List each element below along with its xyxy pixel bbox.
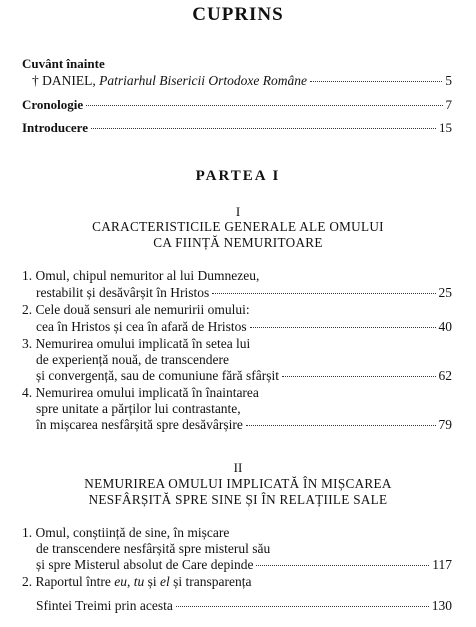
toc-item-line: 1. Omul, chipul nemuritor al lui Dumnezeu, (22, 268, 260, 283)
page-number: 62 (438, 368, 452, 383)
toc-item: Sfintei Treimi prin acesta 130 (36, 598, 452, 613)
dot-leader (212, 293, 435, 294)
page-number: 130 (431, 598, 452, 613)
toc-item: și spre Misterul absolut de Care depinde 117 (36, 557, 452, 572)
toc-item: și convergență, sau de comuniune fără sfârșit 62 (36, 368, 452, 383)
toc-item: în mișcarea nesfârșită spre desăvârșire 79 (36, 417, 452, 432)
toc-item-line: 1. Omul, conștiință de sine, în mișcare (22, 525, 230, 540)
foreword-author-label: † DANIEL, Patriarhul Bisericii Ortodoxe Române (32, 73, 307, 88)
toc-item-line: 4. Nemurirea omului implicată în înaintarea (22, 385, 259, 400)
dot-leader (282, 376, 435, 377)
page-number: 15 (439, 120, 452, 135)
toc-item-line: 3. Nemurirea omului implicată în setea lui (22, 336, 251, 351)
page-title: CUPRINS (192, 4, 284, 25)
dot-leader (246, 425, 436, 426)
chapter-number: I (235, 204, 241, 219)
dot-leader (310, 81, 442, 82)
foreword-heading: Cuvânt înainte (22, 56, 105, 71)
chronology-entry: Cronologie 7 (22, 97, 452, 112)
page-number: 7 (445, 97, 452, 112)
chapter-title-line: NEMURIREA OMULUI IMPLICATĂ ÎN MIȘCAREA (84, 476, 392, 491)
toc-item-line: 2. Cele două sensuri ale nemuririi omului: (22, 302, 250, 317)
toc-item-line: de transcendere nesfârșită spre misterul său (36, 541, 271, 556)
page-number: 79 (438, 417, 452, 432)
chapter-number: II (233, 460, 243, 475)
foreword-entry (32, 73, 452, 89)
dot-leader (86, 105, 442, 106)
page-number: 25 (438, 285, 452, 300)
toc-item-line: 2. Raportul între eu, tu și el și transparența (22, 574, 252, 589)
dot-leader (250, 327, 436, 328)
chapter-title-line: CA FIINȚĂ NEMURITOARE (153, 235, 323, 250)
dot-leader (91, 128, 436, 129)
dot-leader (176, 606, 429, 607)
toc-item: restabilit și desăvârșit în Hristos 25 (36, 285, 452, 300)
page-number: 117 (432, 557, 452, 572)
chapter-title-line: CARACTERISTICILE GENERALE ALE OMULUI (92, 219, 384, 234)
page-number: 5 (445, 73, 452, 88)
page-number: 40 (438, 319, 452, 334)
chapter-title-line: NESFÂRȘITĂ SPRE SINE ȘI ÎN RELAȚIILE SALE (88, 492, 388, 507)
introduction-entry: Introducere 15 (22, 120, 452, 135)
toc-item-line: spre unitate a părților lui contrastante, (36, 401, 241, 416)
dot-leader (256, 565, 429, 566)
part-heading: PARTEA I (195, 168, 281, 184)
toc-item: cea în Hristos și cea în afară de Hristos 40 (36, 319, 452, 334)
toc-item-line: de experiență nouă, de transcendere (36, 352, 230, 367)
